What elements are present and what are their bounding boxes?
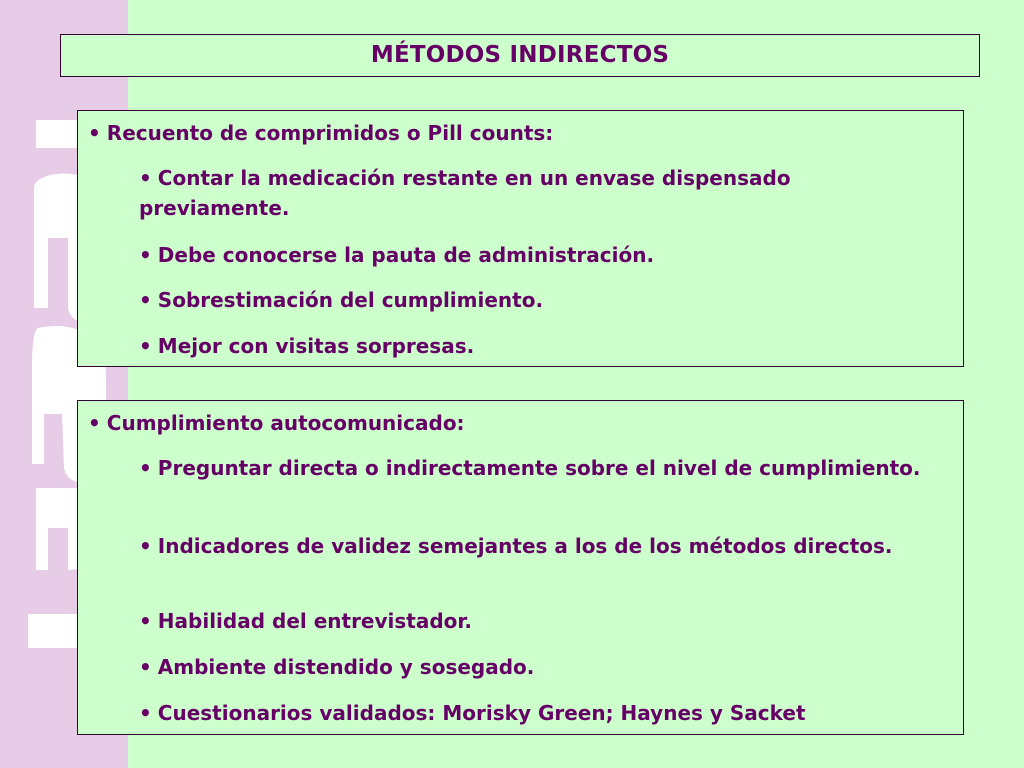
list-item: • Debe conocerse la pauta de administración. — [139, 243, 655, 267]
bullet-icon: • — [139, 456, 152, 480]
list-item: • Ambiente distendido y sosegado. — [139, 655, 535, 679]
list-item: • Preguntar directa o indirectamente sobre el nivel de cumplimiento. — [139, 456, 921, 480]
bullet-icon: • — [139, 166, 152, 190]
bullet-icon: • — [139, 534, 152, 558]
list-item: • Sobrestimación del cumplimiento. — [139, 288, 544, 312]
section-heading: • Cumplimiento autocomunicado: — [88, 411, 465, 435]
bullet-icon: • — [139, 288, 152, 312]
bullet-icon: • — [139, 334, 152, 358]
list-item: • Mejor con visitas sorpresas. — [139, 334, 475, 358]
bullet-icon: • — [139, 243, 152, 267]
bullet-icon: • — [139, 701, 152, 725]
list-item: • Contar la medicación restante en un envase dispensado previamente. — [139, 166, 791, 220]
slide-title: MÉTODOS INDIRECTOS — [370, 42, 670, 68]
section-self-report — [77, 400, 964, 735]
slide-title-box — [60, 34, 980, 77]
list-item: • Habilidad del entrevistador. — [139, 609, 473, 633]
list-item: • Indicadores de validez semejantes a los de los métodos directos. — [139, 534, 893, 558]
bullet-icon: • — [139, 609, 152, 633]
list-item: • Cuestionarios validados: Morisky Green; Haynes y Sacket — [139, 701, 806, 725]
bullet-icon: • — [88, 411, 101, 435]
bullet-icon: • — [88, 121, 101, 145]
section-heading: • Recuento de comprimidos o Pill counts: — [88, 121, 554, 145]
bullet-icon: • — [139, 655, 152, 679]
section-pill-counts — [77, 110, 964, 367]
